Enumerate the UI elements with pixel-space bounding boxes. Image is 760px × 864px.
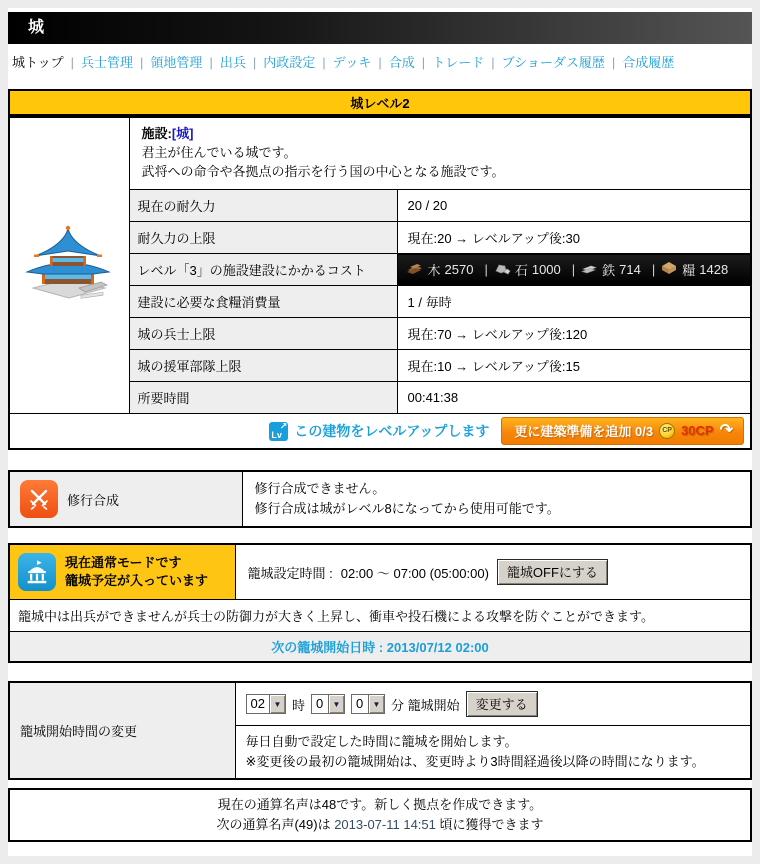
hour-suffix-label: 時: [291, 697, 305, 713]
castle-illustration-icon: [19, 298, 119, 313]
siege-box: [8, 543, 752, 663]
row-value-durability-cap: 現在:20 → レベルアップ後:30: [397, 222, 751, 254]
schedule-label-cell: 籠城開始時間の変更: [9, 682, 235, 779]
levelup-link[interactable]: [269, 421, 489, 441]
add-build-queue-button[interactable]: [501, 417, 744, 445]
fortress-icon: [18, 553, 56, 591]
rice-icon: [660, 261, 678, 278]
stone-icon: [493, 261, 511, 278]
rice-value: 1428: [699, 262, 729, 277]
breadcrumb-nav: [12, 53, 750, 73]
iron-label: 鉄: [602, 263, 616, 278]
rice-label: 糧: [682, 263, 696, 278]
add-build-queue-label: 更に建築準備を追加 0/3: [514, 424, 654, 439]
nav-deck[interactable]: デッキ |: [333, 55, 389, 70]
wood-icon: [406, 261, 424, 278]
fame-next-date: 2013-07-11 14:51: [334, 817, 436, 832]
iron-value: 714: [619, 262, 641, 277]
siege-next-start: 次の籠城開始日時 : 2013/07/12 02:00: [9, 632, 751, 663]
levelup-link-label: この建物をレベルアップします: [294, 423, 490, 439]
nav-domestic-settings[interactable]: 内政設定 |: [263, 55, 332, 70]
row-value-durability: 20 / 20: [397, 190, 751, 222]
minute-ones-select[interactable]: 0 ▼: [351, 694, 385, 714]
minute-suffix-label: 分 籠城開始: [390, 697, 460, 713]
go-arrow-icon: ↷: [719, 421, 733, 439]
resource-cost-bar: [398, 255, 751, 284]
chevron-down-icon: ▼: [269, 695, 285, 713]
minute-tens-select[interactable]: 0 ▼: [311, 694, 345, 714]
row-label-durability: 現在の耐久力: [129, 190, 397, 222]
iron-icon: [580, 261, 598, 278]
hour-select[interactable]: 02 ▼: [246, 694, 286, 714]
row-label-reinforcement-cap: 城の援軍部隊上限: [129, 350, 397, 382]
siege-time-label: 籠城設定時間 :: [247, 565, 333, 581]
stone-value: 1000: [531, 262, 561, 277]
facility-title: [142, 124, 739, 143]
nav-territory-mgmt[interactable]: 領地管理 |: [150, 55, 219, 70]
nav-bushodas-history[interactable]: ブショーダス履歴 |: [502, 55, 623, 70]
nav-trade[interactable]: トレード |: [432, 55, 501, 70]
training-message-line2: 修行合成は城がレベル8になってから使用可能です。: [254, 501, 560, 516]
row-label-food-upkeep: 建設に必要な食糧消費量: [129, 286, 397, 318]
siege-time-value: 02:00 ～ 07:00 (05:00:00): [340, 565, 489, 581]
row-value-soldier-cap: 現在:70 → レベルアップ後:120: [397, 318, 751, 350]
page-title: 城: [8, 12, 752, 44]
siege-mode-line2: 籠城予定が入っています: [65, 573, 209, 588]
cp-coin-icon: CP: [659, 423, 675, 439]
schedule-note-line2: ※変更後の最初の籠城開始は、変更時より3時間経過後以降の時間になります。: [245, 754, 705, 769]
castle-info-table: [8, 116, 752, 450]
row-value-build-cost: [397, 254, 751, 286]
castle-image-cell: [9, 117, 129, 414]
siege-off-button[interactable]: 籠城OFFにする: [497, 559, 608, 585]
nav-synthesis-history[interactable]: 合成履歴: [622, 55, 675, 70]
fame-line2: [14, 815, 746, 835]
resource-wood: [406, 260, 488, 279]
resource-iron: [580, 260, 655, 279]
page-container: [8, 8, 752, 856]
training-message-cell: [242, 471, 751, 527]
crossed-swords-icon: [20, 480, 58, 518]
levelup-action-row: [9, 414, 751, 450]
resource-rice: [660, 260, 728, 279]
fame-status-box: [8, 788, 752, 842]
fame-line2-suffix: 頃に獲得できます: [435, 817, 544, 832]
nav-dispatch[interactable]: 出兵 |: [220, 55, 263, 70]
row-label-build-cost: レベル「3」の施設建設にかかるコスト: [129, 254, 397, 286]
nav-soldier-mgmt[interactable]: 兵士管理 |: [81, 55, 150, 70]
fame-line1: 現在の通算名声は48です。新しく拠点を作成できます。: [217, 797, 543, 812]
siege-description: 籠城中は出兵ができませんが兵士の防御力が大きく上昇し、衝車や投石機による攻撃を防ぐことができます。: [9, 600, 751, 632]
siege-schedule-box: [8, 681, 752, 780]
resource-stone: [493, 260, 575, 279]
wood-label: 木: [427, 263, 441, 278]
training-message-line1: 修行合成できません。: [254, 481, 386, 496]
siege-mode-line1: 現在通常モードです: [65, 555, 182, 570]
castle-level-header: 城レベル2: [8, 89, 752, 116]
facility-label: 施設:: [141, 126, 172, 141]
row-label-build-time: 所要時間: [129, 382, 397, 414]
facility-castle-link[interactable]: [城]: [171, 126, 194, 141]
row-label-soldier-cap: 城の兵士上限: [129, 318, 397, 350]
training-synthesis-box: [8, 470, 752, 528]
change-schedule-button[interactable]: 変更する: [466, 691, 538, 717]
row-label-durability-cap: 耐久力の上限: [129, 222, 397, 254]
fame-line2-prefix: 次の通算名声(49)は: [216, 817, 335, 832]
row-value-build-time: 00:41:38: [397, 382, 751, 414]
schedule-notes-cell: [235, 726, 751, 780]
wood-value: 2570: [444, 262, 474, 277]
nav-castle-top[interactable]: 城トップ |: [12, 55, 81, 70]
training-label-cell: [9, 471, 242, 527]
training-label: 修行合成: [67, 492, 120, 508]
cp-cost-value: 30CP: [681, 423, 714, 438]
schedule-note-line1: 毎日自動で設定した時間に籠城を開始します。: [245, 734, 518, 749]
facility-desc-line1: 君主が住んでいる城です。: [141, 145, 297, 160]
facility-description-cell: [129, 117, 751, 190]
stone-label: 石: [514, 263, 528, 278]
siege-mode-text: [65, 554, 208, 590]
siege-time-cell: [235, 544, 751, 600]
chevron-down-icon: ▼: [368, 695, 384, 713]
levelup-icon: Lv ↗: [271, 420, 288, 440]
row-value-food-upkeep: 1 / 毎時: [397, 286, 751, 318]
chevron-down-icon: ▼: [328, 695, 344, 713]
facility-desc-line2: 武将への命令や各拠点の指示を行う国の中心となる施設です。: [141, 164, 505, 179]
nav-synthesis[interactable]: 合成 |: [389, 55, 432, 70]
siege-mode-cell: [9, 544, 235, 600]
row-value-reinforcement-cap: 現在:10 → レベルアップ後:15: [397, 350, 751, 382]
schedule-select-cell: [235, 682, 751, 726]
